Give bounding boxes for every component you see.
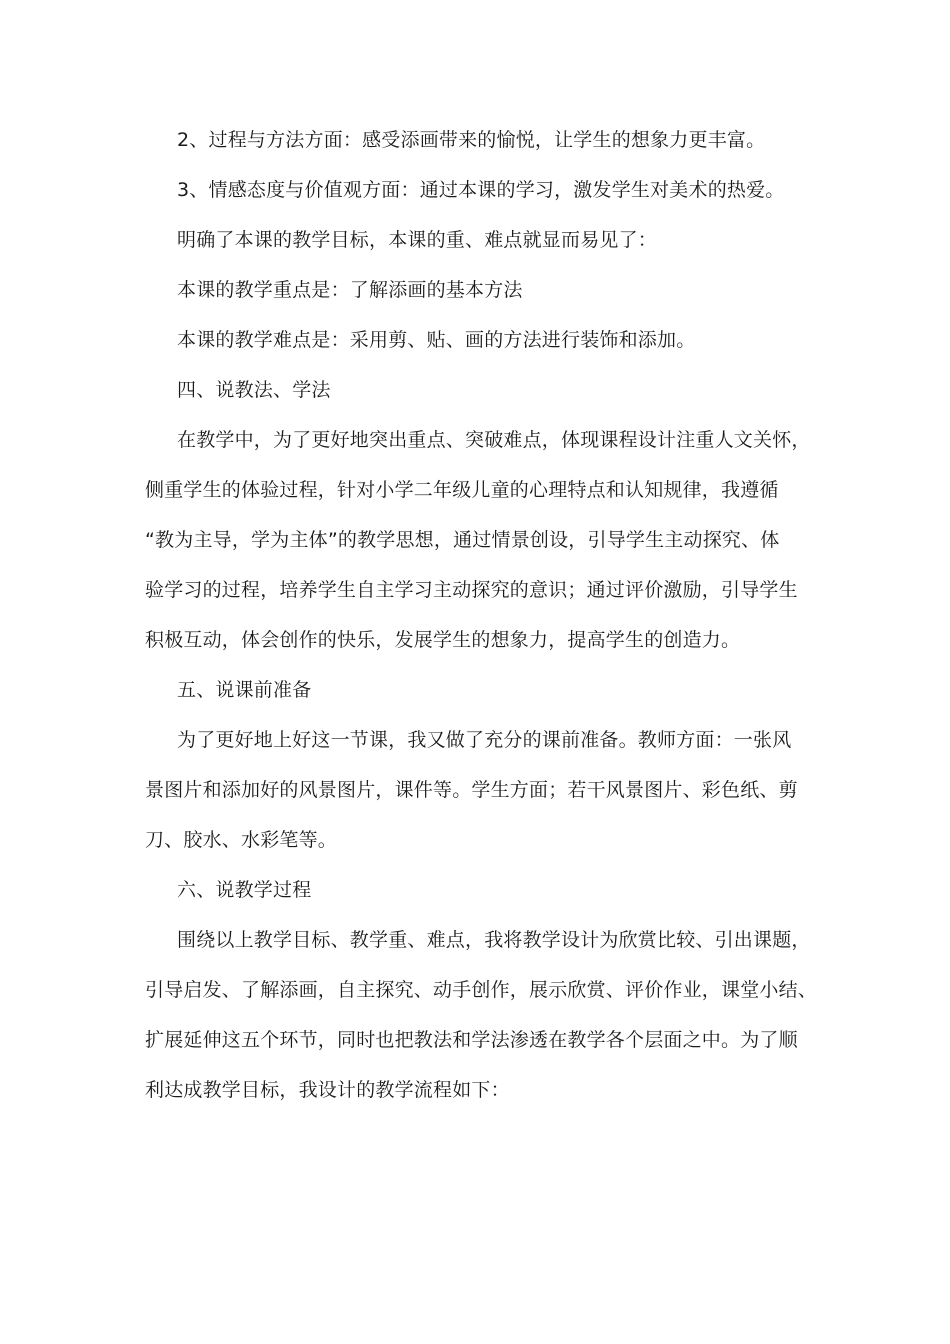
methods-paragraph-line: “教为主导，学为主体”的教学思想，通过情景创设，引导学生主动探究、体: [145, 529, 780, 551]
process-paragraph-line: 扩展延伸这五个环节，同时也把教法和学法渗透在教学各个层面之中。为了顺: [145, 1029, 798, 1051]
preparation-paragraph-line: 景图片和添加好的风景图片，课件等。学生方面；若干风景图片、彩色纸、剪: [145, 779, 798, 801]
methods-paragraph-line: 在教学中，为了更好地突出重点、突破难点，体现课程设计注重人文关怀，: [177, 429, 811, 451]
methods-paragraph-line: 侧重学生的体验过程，针对小学二年级儿童的心理特点和认知规律，我遵循: [145, 479, 779, 501]
process-paragraph-line: 引导启发、了解添画，自主探究、动手创作，展示欣赏、评价作业，课堂小结、: [145, 979, 818, 1001]
preparation-paragraph-line: 为了更好地上好这一节课，我又做了充分的课前准备。教师方面：一张风: [177, 729, 792, 751]
objective-process-method: 2、过程与方法方面：感受添画带来的愉悦，让学生的想象力更丰富。: [177, 129, 766, 151]
section-heading-process: 六、说教学过程: [177, 879, 312, 901]
key-point: 本课的教学重点是：了解添画的基本方法: [177, 279, 523, 301]
methods-paragraph-line: 积极互动，体会创作的快乐，发展学生的想象力，提高学生的创造力。: [145, 629, 741, 651]
process-paragraph-line: 围绕以上教学目标、教学重、难点，我将教学设计为欣赏比较、引出课题，: [177, 929, 811, 951]
section-heading-preparation: 五、说课前准备: [177, 679, 312, 701]
preparation-paragraph-line: 刀、胶水、水彩笔等。: [145, 829, 338, 851]
process-paragraph-line: 利达成教学目标，我设计的教学流程如下：: [145, 1079, 510, 1101]
objective-summary: 明确了本课的教学目标，本课的重、难点就显而易见了：: [177, 229, 658, 251]
section-heading-methods: 四、说教法、学法: [177, 379, 331, 401]
methods-paragraph-line: 验学习的过程，培养学生自主学习主动探究的意识；通过评价激励，引导学生: [145, 579, 798, 601]
difficult-point: 本课的教学难点是：采用剪、贴、画的方法进行装饰和添加。: [177, 329, 696, 351]
objective-emotion-values: 3、情感态度与价值观方面：通过本课的学习，激发学生对美术的热爱。: [177, 179, 785, 201]
